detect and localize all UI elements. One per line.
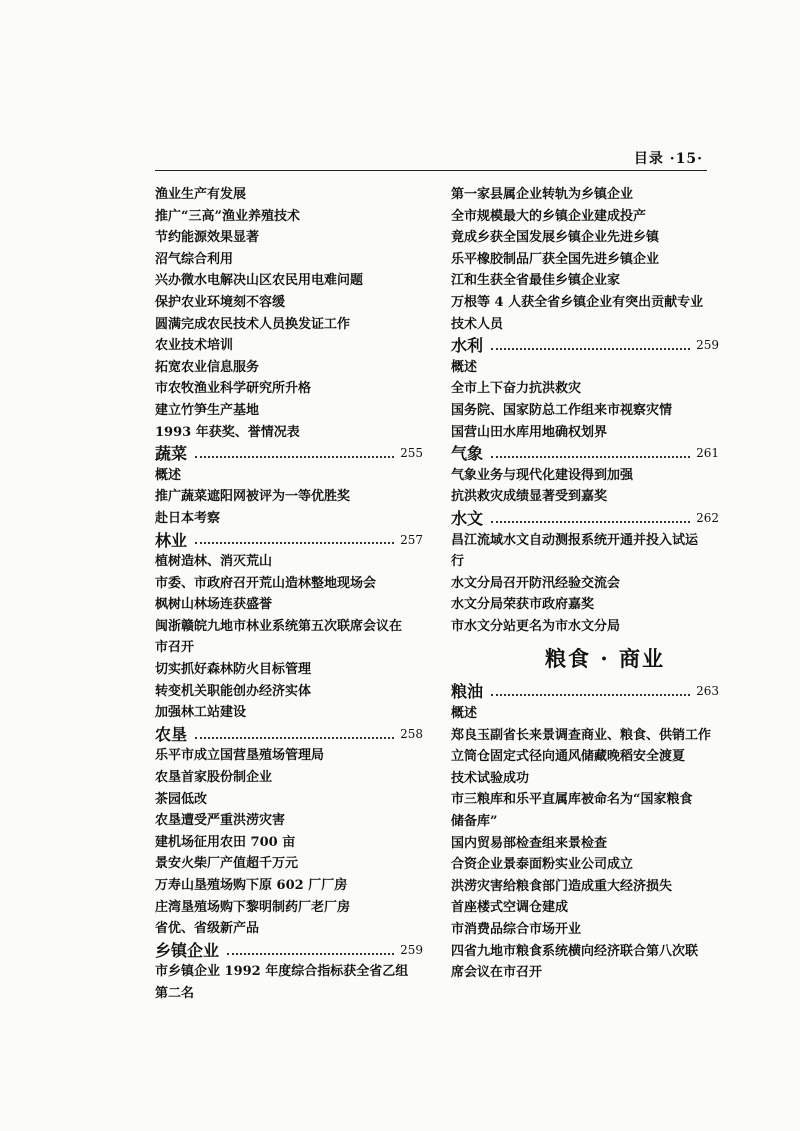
toc-entry: 1993 年获奖、誉情况表 (155, 424, 300, 440)
toc-entry: 建立竹笋生产基地 (155, 402, 260, 418)
section-page-number: 255 (400, 446, 423, 461)
toc-entry: 闽浙赣皖九地市林业系统第五次联席会议在 (155, 618, 403, 634)
toc-entry: 枫树山林场连获盛誉 (155, 597, 273, 613)
dot-leader (491, 521, 690, 523)
toc-entry: 赴日本考察 (155, 510, 221, 526)
toc-entry: 气象业务与现代化建设得到加强 (451, 467, 634, 483)
section-title: 粮油 (451, 682, 484, 702)
toc-entry: 昌江流域水文自动测报系统开通并投入试运 (451, 532, 699, 548)
toc-section-heading (155, 443, 423, 465)
toc-entry: 兴办微水电解决山区农民用电难问题 (155, 273, 364, 289)
toc-entry: 乐平橡胶制品厂获全国先进乡镇企业 (451, 251, 660, 267)
toc-entry: 转变机关职能创办经济实体 (155, 683, 312, 699)
dot-leader (491, 456, 690, 458)
toc-entry: 圆满完成农民技术人员换发证工作 (155, 316, 351, 332)
toc-entry: 席会议在市召开 (451, 965, 543, 981)
section-page-number: 259 (400, 942, 423, 957)
toc-entry: 首座楼式空调仓建成 (451, 900, 569, 916)
category-heading: 粮食 · 商业 (545, 646, 665, 672)
toc-entry: 四省九地市粮食系统横向经济联合第八次联 (451, 943, 699, 959)
toc-entry: 景安火柴厂产值超千万元 (155, 856, 299, 872)
toc-entry: 渔业生产有发展 (155, 187, 247, 202)
toc-entry: 行 (451, 554, 465, 570)
toc-entry: 全市规模最大的乡镇企业建成投产 (451, 208, 647, 224)
toc-entry: 市消费品综合市场开业 (451, 922, 582, 937)
toc-entry: 竟成乡获全国发展乡镇企业先进乡镇 (451, 230, 660, 246)
toc-entry: 立筒仓固定式径向通风储藏晚稻安全渡夏 (451, 749, 686, 765)
toc-entry: 概述 (451, 706, 478, 722)
toc-section-heading (155, 530, 423, 552)
toc-section-heading (155, 724, 423, 746)
section-page-number: 258 (400, 726, 423, 741)
toc-section-heading (451, 335, 719, 357)
dot-leader (195, 737, 394, 739)
toc-entry: 建机场征用农田 700 亩 (155, 834, 296, 850)
toc-entry: 拓宽农业信息服务 (155, 359, 260, 375)
toc-entry: 水文分局荣获市政府嘉奖 (451, 597, 595, 613)
toc-entry: 农业技术培训 (155, 338, 234, 354)
toc-entry: 水文分局召开防汛经验交流会 (451, 575, 621, 591)
toc-entry: 沼气综合利用 (155, 251, 234, 267)
toc-entry: 合资企业景泰面粉实业公司成立 (451, 857, 634, 873)
toc-entry: 储备库” (451, 814, 498, 830)
toc-entry: 全市上下奋力抗洪救灾 (451, 381, 582, 397)
toc-section-heading (451, 443, 719, 465)
section-title: 农垦 (155, 724, 188, 744)
section-title: 乡镇企业 (155, 940, 220, 960)
toc-entry: 万根等 4 人获全省乡镇企业有突出贡献专业 (451, 294, 704, 310)
toc-left-column (155, 184, 423, 1005)
toc-entry: 概述 (451, 359, 478, 375)
toc-entry: 推广蔬菜遮阳网被评为一等优胜奖 (155, 489, 351, 505)
section-title: 水文 (451, 508, 484, 528)
toc-entry: 技术试验成功 (451, 770, 530, 786)
dot-leader (195, 542, 394, 544)
toc-entry: 抗洪救灾成绩显著受到嘉奖 (451, 489, 608, 505)
toc-entry: 茶园低改 (155, 791, 208, 807)
dot-leader (491, 694, 690, 696)
toc-entry: 江和生获全省最佳乡镇企业家 (451, 273, 621, 289)
toc-entry: 乐平市成立国营垦殖场管理局 (155, 748, 325, 764)
section-title: 林业 (155, 530, 188, 550)
toc-entry: 国内贸易部检查组来景检查 (451, 835, 608, 851)
toc-entry: 国务院、国家防总工作组来市视察灾情 (451, 402, 673, 418)
toc-entry: 推广“三高”渔业养殖技术 (155, 208, 300, 224)
toc-entry: 市乡镇企业 1992 年度综合指标获全省乙组 (155, 964, 409, 980)
section-title: 水利 (451, 336, 484, 356)
section-page-number: 261 (696, 446, 719, 461)
toc-right-column (451, 184, 719, 984)
dot-leader (491, 348, 690, 350)
toc-entry: 市水文分站更名为市水文分局 (451, 618, 621, 634)
section-title: 蔬菜 (155, 444, 188, 464)
toc-entry: 国营山田水库用地确权划界 (451, 424, 608, 440)
header-text: 目录 ·15· (633, 151, 703, 167)
dot-leader (195, 456, 394, 458)
page-header (155, 146, 705, 168)
toc-entry: 植树造林、消灭荒山 (155, 554, 273, 570)
toc-section-heading (451, 681, 719, 703)
toc-entry: 洪涝灾害给粮食部门造成重大经济损失 (451, 878, 673, 894)
toc-entry: 第一家县属企业转轨为乡镇企业 (451, 187, 634, 202)
toc-section-heading (451, 508, 719, 530)
toc-entry: 郑良玉副省长来景调查商业、粮食、供销工作 (451, 727, 712, 743)
toc-entry: 农垦首家股份制企业 (155, 770, 273, 786)
toc-entry: 切实抓好森林防火目标管理 (155, 662, 312, 678)
toc-entry: 万寿山垦殖场购下原 602 厂厂房 (155, 878, 348, 893)
section-page-number: 263 (696, 684, 719, 699)
toc-entry: 节约能源效果显著 (155, 230, 260, 246)
toc-entry: 市农牧渔业科学研究所升格 (155, 381, 312, 397)
toc-entry: 省优、省级新产品 (155, 921, 260, 937)
section-page-number: 262 (696, 510, 719, 525)
section-page-number: 257 (400, 532, 423, 547)
toc-section-heading (155, 940, 423, 962)
toc-entry: 保护农业环境刻不容缓 (155, 294, 286, 310)
toc-entry: 市三粮库和乐平直属库被命名为“国家粮食 (451, 792, 693, 808)
section-title: 气象 (451, 444, 484, 464)
toc-entry: 市召开 (155, 640, 195, 656)
toc-entry: 市委、市政府召开荒山造林整地现场会 (155, 575, 377, 591)
toc-entry: 庄湾垦殖场购下黎明制药厂老厂房 (155, 899, 351, 915)
toc-entry: 加强林工站建设 (155, 705, 247, 721)
toc-entry: 概述 (155, 467, 182, 483)
toc-entry: 技术人员 (451, 316, 504, 332)
toc-entry: 农垦遭受严重洪涝灾害 (155, 813, 286, 829)
toc-entry: 第二名 (155, 985, 195, 1001)
section-page-number: 259 (696, 338, 719, 353)
header-rule (155, 170, 707, 171)
dot-leader (227, 953, 394, 955)
